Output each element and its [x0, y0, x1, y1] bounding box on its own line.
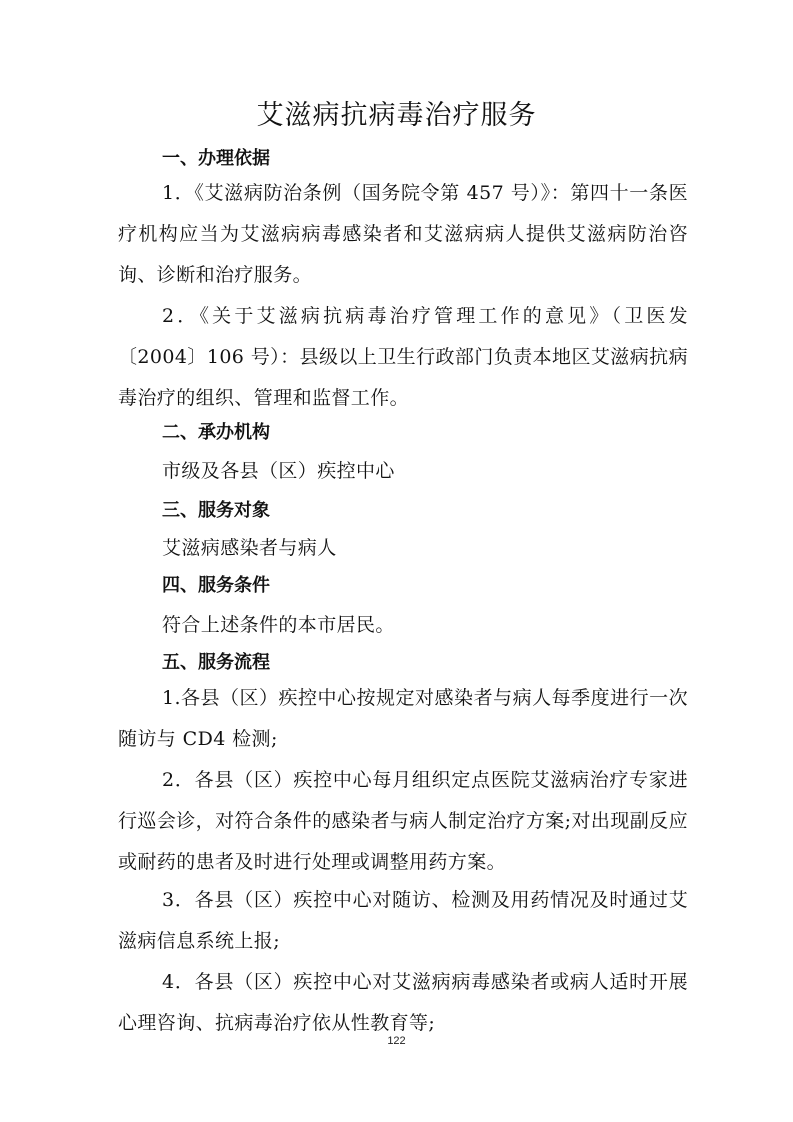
section-heading-process: 五、服务流程: [162, 652, 270, 673]
page-number: 122: [387, 1035, 406, 1047]
basis-paragraph-2: 2．《关于艾滋病抗病毒治疗管理工作的意见》（卫医发〔2004〕106 号）：县级以上卫生行政部门负责本地区艾滋病抗病毒治疗的组织、管理和监督工作。: [118, 305, 688, 409]
process-step-4: 4．各县（区）疾控中心对艾滋病病毒感染者或病人适时开展心理咨询、抗病毒治疗依从性教育等;: [118, 971, 688, 1034]
section-heading-conditions: 四、服务条件: [162, 575, 270, 596]
conditions-text: 符合上述条件的本市居民。: [162, 614, 395, 636]
process-step-1: 1.各县（区）疾控中心按规定对感染者与病人每季度进行一次随访与 CD4 检测;: [118, 687, 688, 750]
process-step-2: 2．各县（区）疾控中心每月组织定点医院艾滋病治疗专家进行巡会诊，对符合条件的感染者与病人制定治疗方案;对出现副反应或耐药的患者及时进行处理或调整用药方案。: [118, 769, 688, 873]
basis-paragraph-1: 1．《艾滋病防治条例（国务院令第 457 号）》：第四十一条医疗机构应当为艾滋病病毒感染者和艾滋病病人提供艾滋病防治咨询、诊断和治疗服务。: [118, 182, 688, 286]
process-step-3: 3．各县（区）疾控中心对随访、检测及用药情况及时通过艾滋病信息系统上报;: [118, 889, 688, 952]
target-text: 艾滋病感染者与病人: [162, 537, 337, 559]
section-heading-basis: 一、办理依据: [162, 148, 270, 169]
agency-text: 市级及各县（区）疾控中心: [162, 460, 395, 482]
document-title: 艾滋病抗病毒治疗服务: [256, 100, 537, 131]
section-heading-agency: 二、承办机构: [162, 422, 270, 443]
section-heading-target: 三、服务对象: [162, 500, 270, 521]
